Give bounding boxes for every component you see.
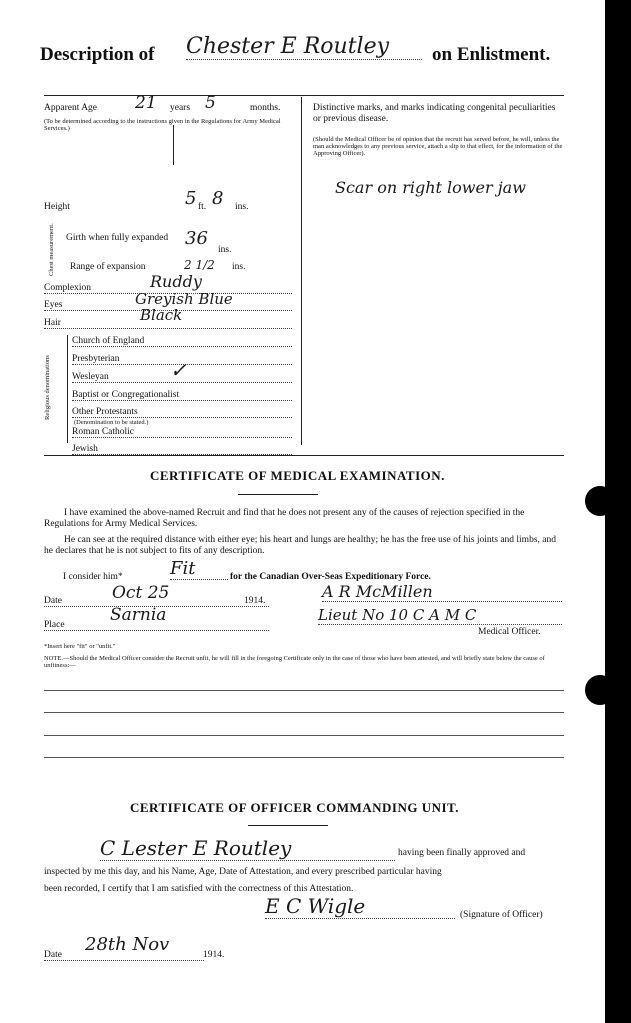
fitness-value: Fit (170, 558, 228, 580)
hair-value: Black (140, 306, 183, 324)
age-months: 5 (205, 93, 216, 113)
distinctive-marks-note: (Should the Medical Officer be of opinion that the recruit has served before, he will, unless the man acknowledges to any previous service, attach a slip to that effect, for the information of the Approving Officer). (313, 136, 563, 157)
distinctive-marks-value: Scar on right lower jaw (335, 178, 526, 197)
age-note: (To be determined according to the instructions given in the Regulations for Army Medical Services.) (44, 118, 281, 132)
officer-date-label: Date (44, 950, 204, 961)
girth-label: Girth when fully expanded (66, 233, 169, 243)
exam-place: Sarnia (110, 605, 167, 625)
range-unit: ins. (232, 262, 246, 272)
religion-item: Church of England (72, 336, 292, 347)
range-value: 2 1/2 (184, 258, 215, 272)
religion-item: Jewish (72, 444, 292, 455)
age-label: Apparent Age (44, 103, 98, 113)
age-years: 21 (135, 93, 157, 113)
months-label: months. (250, 103, 281, 113)
medical-officer-signature: A R McMillen (322, 582, 562, 602)
ins-label: ins. (235, 202, 249, 212)
denomination-note: (Denomination to be stated.) (74, 419, 149, 426)
height-ft: 5 (185, 188, 197, 209)
eyes-label: Eyes (44, 300, 292, 311)
officer-text-3: been recorded, I certify that I am satisfied with the correctness of this Attestation. (44, 884, 354, 894)
girth-value: 36 (185, 228, 208, 249)
religion-item: Other Protestants (72, 407, 292, 418)
exam-date: Oct 25 (112, 583, 170, 603)
officer-year: 1914. (203, 950, 225, 960)
medical-officer-label: Medical Officer. (478, 627, 541, 637)
footnote: *Insert here "fit" or "unfit." (44, 643, 116, 650)
officer-text-2: inspected by me this day, and his Name, Age, Date of Attestation, and every prescribed particular having (44, 867, 442, 877)
officer-signature: E C Wigle (265, 894, 455, 919)
religion-item: Wesleyan (72, 372, 292, 383)
unfit-note: NOTE.—Should the Medical Officer consider the Recruit unfit, he will fill in the foregoing Certificate only in the case of those who have been attested, and will briefly state below the cause of unfitness:— (44, 655, 545, 669)
consider-label: I consider him* (63, 572, 123, 582)
title-prefix: Description of (40, 44, 155, 65)
officer-date: 28th Nov (85, 934, 170, 955)
eyes-value: Greyish Blue (135, 290, 233, 308)
religion-item: Baptist or Congregationalist (72, 390, 292, 401)
religion-item: Roman Catholic (72, 427, 292, 438)
complexion-value: Ruddy (150, 272, 202, 291)
date-label: Date (44, 596, 269, 607)
officer-certificate-title: CERTIFICATE OF OFFICER COMMANDING UNIT. (130, 800, 459, 815)
chest-label: Chest measurement. (48, 223, 55, 276)
years-label: years (170, 103, 191, 113)
recruit-signature: C Lester E Routley (100, 836, 395, 861)
medical-paragraph-2: He can see at the required distance with either eye; his heart and lungs are healthy; he has the free use of his joints and limbs, and he declares that he is not subject to fits of any description. (44, 535, 556, 556)
height-in: 8 (212, 188, 224, 209)
punch-hole (585, 675, 615, 705)
force-text: for the Canadian Over-Seas Expeditionary Force. (230, 572, 431, 582)
place-label: Place (44, 620, 269, 631)
check-mark: ✓ (170, 358, 187, 382)
exam-year: 1914. (244, 596, 266, 606)
hair-label: Hair (44, 318, 292, 329)
religion-label: Religious denominations (44, 355, 51, 420)
medical-certificate-title: CERTIFICATE OF MEDICAL EXAMINATION. (150, 468, 445, 483)
medical-officer-rank: Lieut No 10 C A M C (318, 606, 562, 625)
height-label: Height (44, 202, 70, 212)
girth-unit: ins. (218, 245, 232, 255)
recruit-name: Chester E Routley (186, 34, 422, 60)
officer-signature-label: (Signature of Officer) (460, 910, 543, 920)
complexion-label: Complexion (44, 283, 292, 294)
distinctive-marks-heading: Distinctive marks, and marks indicating congenital peculiarities or previous disease. (313, 103, 556, 124)
medical-paragraph-1: I have examined the above-named Recruit and find that he does not present any of the causes of rejection specified in the Regulations for Army Medical Services. (44, 508, 525, 529)
ft-label: ft. (198, 202, 207, 212)
religion-item: Presbyterian (72, 354, 292, 365)
officer-text-1: having been finally approved and (398, 848, 526, 858)
title-suffix: on Enlistment. (432, 44, 551, 65)
range-label: Range of expansion (70, 262, 146, 272)
punch-hole (585, 486, 615, 516)
